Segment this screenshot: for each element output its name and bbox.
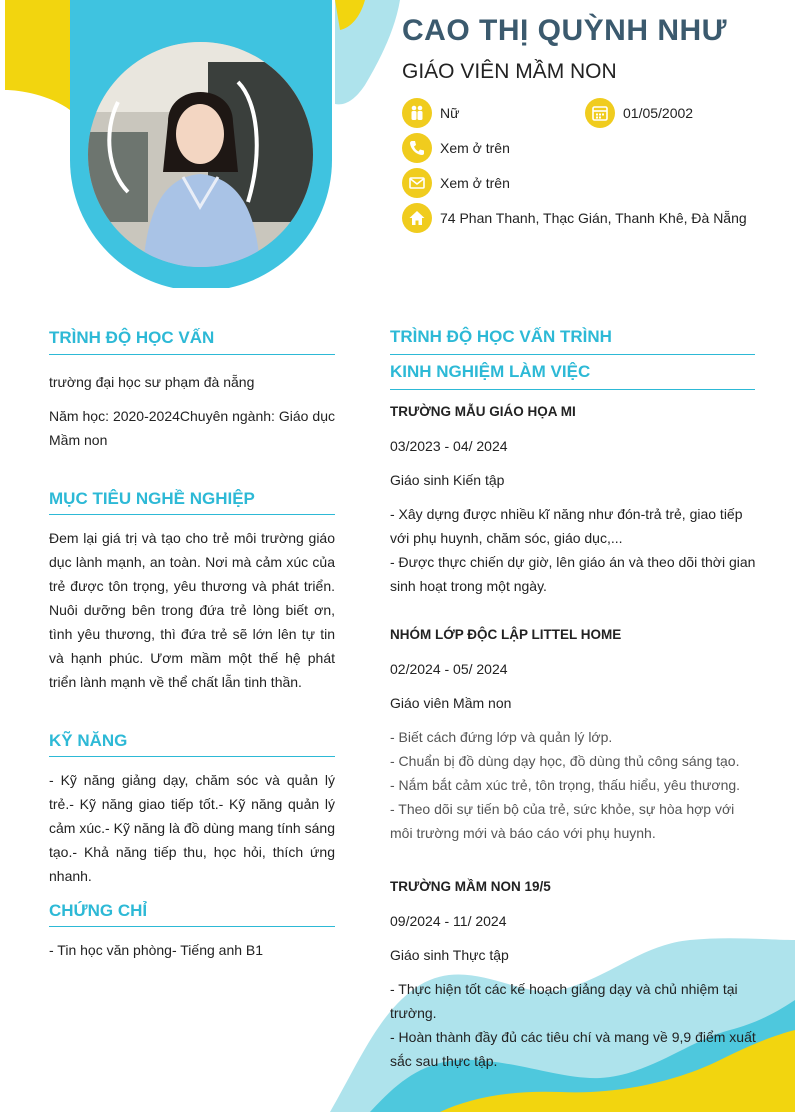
job-description xyxy=(390,977,756,1073)
section-divider xyxy=(390,354,755,355)
section-divider xyxy=(49,514,335,515)
job-description-line: - Theo dõi sự tiến bộ của trẻ, sức khỏe, sự hòa hợp với môi trường mới và báo cáo với phụ huynh. xyxy=(390,801,735,841)
address-value: 74 Phan Thanh, Thạc Gián, Thanh Khê, Đà Nẵng xyxy=(440,210,747,226)
job-description-line: - Biết cách đứng lớp và quản lý lớp. xyxy=(390,729,613,745)
education-heading: TRÌNH ĐỘ HỌC VẤN xyxy=(49,328,215,347)
job-title: Giáo sinh Thực tập xyxy=(390,947,509,963)
candidate-name: CAO THỊ QUỲNH NHƯ xyxy=(402,14,728,47)
calendar-icon xyxy=(585,98,615,128)
avatar-frame xyxy=(70,0,334,288)
job-description-line: - Được thực chiến dự giờ, lên giáo án và theo dõi thời gian sinh hoạt trong một ngày. xyxy=(390,554,756,594)
objective-heading: MỤC TIÊU NGHỀ NGHIỆP xyxy=(49,489,255,508)
birthdate-row xyxy=(585,98,693,128)
gender-value: Nữ xyxy=(440,105,460,121)
avatar xyxy=(88,42,313,267)
birthdate-value: 01/05/2002 xyxy=(623,105,694,121)
job-period: 09/2024 - 11/ 2024 xyxy=(390,913,507,929)
section-divider xyxy=(49,354,335,355)
job-period: 03/2023 - 04/ 2024 xyxy=(390,438,508,454)
job-description xyxy=(390,502,756,598)
job-description-line: - Thực hiện tốt các kế hoạch giảng dạy và chủ nhiệm tại trường. xyxy=(390,981,738,1021)
certificates-text: - Tin học văn phòng- Tiếng anh B1 xyxy=(49,942,264,958)
section-divider xyxy=(390,389,755,390)
education-school: trường đại học sư phạm đà nẵng xyxy=(49,374,255,390)
phone-icon xyxy=(402,133,432,163)
objective-text: Đem lại giá trị và tạo cho trẻ môi trường giáo dục lành mạnh, an toàn. Nơi mà cảm xúc của trẻ được tôn trọng, yêu thương và phát triển. Nuôi dưỡng bên trong đứa trẻ lòng biết ơn, tình yêu thương, thì đứa trẻ sẽ lớn lên tự tin và hạnh phúc. Ươm mầm một thế hệ phát triển lành mạnh về thể chất lẫn tinh thần. xyxy=(49,530,335,690)
section-divider xyxy=(49,926,335,927)
email-row xyxy=(402,168,510,198)
job-organization: TRƯỜNG MẪU GIÁO HỌA MI xyxy=(390,404,576,419)
address-row xyxy=(402,203,747,233)
home-icon xyxy=(402,203,432,233)
envelope-icon xyxy=(402,168,432,198)
skills-text: - Kỹ năng giảng dạy, chăm sóc và quản lý trẻ.- Kỹ năng giao tiếp tốt.- Kỹ năng quản lý cảm xúc.- Kỹ năng là đồ dùng mang tính sáng tạo.- Khả năng tiếp thu, học hỏi, thích ứng nhanh. xyxy=(49,772,335,884)
job-title: Giáo sinh Kiến tập xyxy=(390,472,505,488)
experience-heading-1: TRÌNH ĐỘ HỌC VẤN TRÌNH xyxy=(390,327,612,346)
job-organization: NHÓM LỚP ĐỘC LẬP LITTEL HOME xyxy=(390,627,622,642)
job-title: Giáo viên Mầm non xyxy=(390,695,512,711)
phone-value: Xem ở trên xyxy=(440,140,510,156)
job-period: 02/2024 - 05/ 2024 xyxy=(390,661,508,677)
job-description-line: - Hoàn thành đầy đủ các tiêu chí và mang về 9,9 điểm xuất sắc sau thực tập. xyxy=(390,1029,756,1069)
section-divider xyxy=(49,756,335,757)
education-detail: Năm học: 2020-2024Chuyên ngành: Giáo dục Mầm non xyxy=(49,408,335,448)
experience-heading-2: KINH NGHIỆM LÀM VIỆC xyxy=(390,362,591,381)
certificates-heading: CHỨNG CHỈ xyxy=(49,901,148,920)
email-value: Xem ở trên xyxy=(440,175,510,191)
candidate-role: GIÁO VIÊN MẦM NON xyxy=(402,60,617,83)
skills-heading: KỸ NĂNG xyxy=(49,731,128,750)
phone-row xyxy=(402,133,510,163)
job-description-line: - Xây dựng được nhiều kĩ năng như đón-trả trẻ, giao tiếp với phụ huynh, chăm sóc, giáo dục,... xyxy=(390,506,743,546)
gender-row xyxy=(402,98,459,128)
job-description xyxy=(390,725,756,845)
job-description-line: - Chuẩn bị đồ dùng dạy học, đồ dùng thủ công sáng tạo. xyxy=(390,753,740,769)
job-description-line: - Nắm bắt cảm xúc trẻ, tôn trọng, thấu hiểu, yêu thương. xyxy=(390,777,741,793)
people-icon xyxy=(402,98,432,128)
job-organization: TRƯỜNG MẦM NON 19/5 xyxy=(390,879,551,894)
